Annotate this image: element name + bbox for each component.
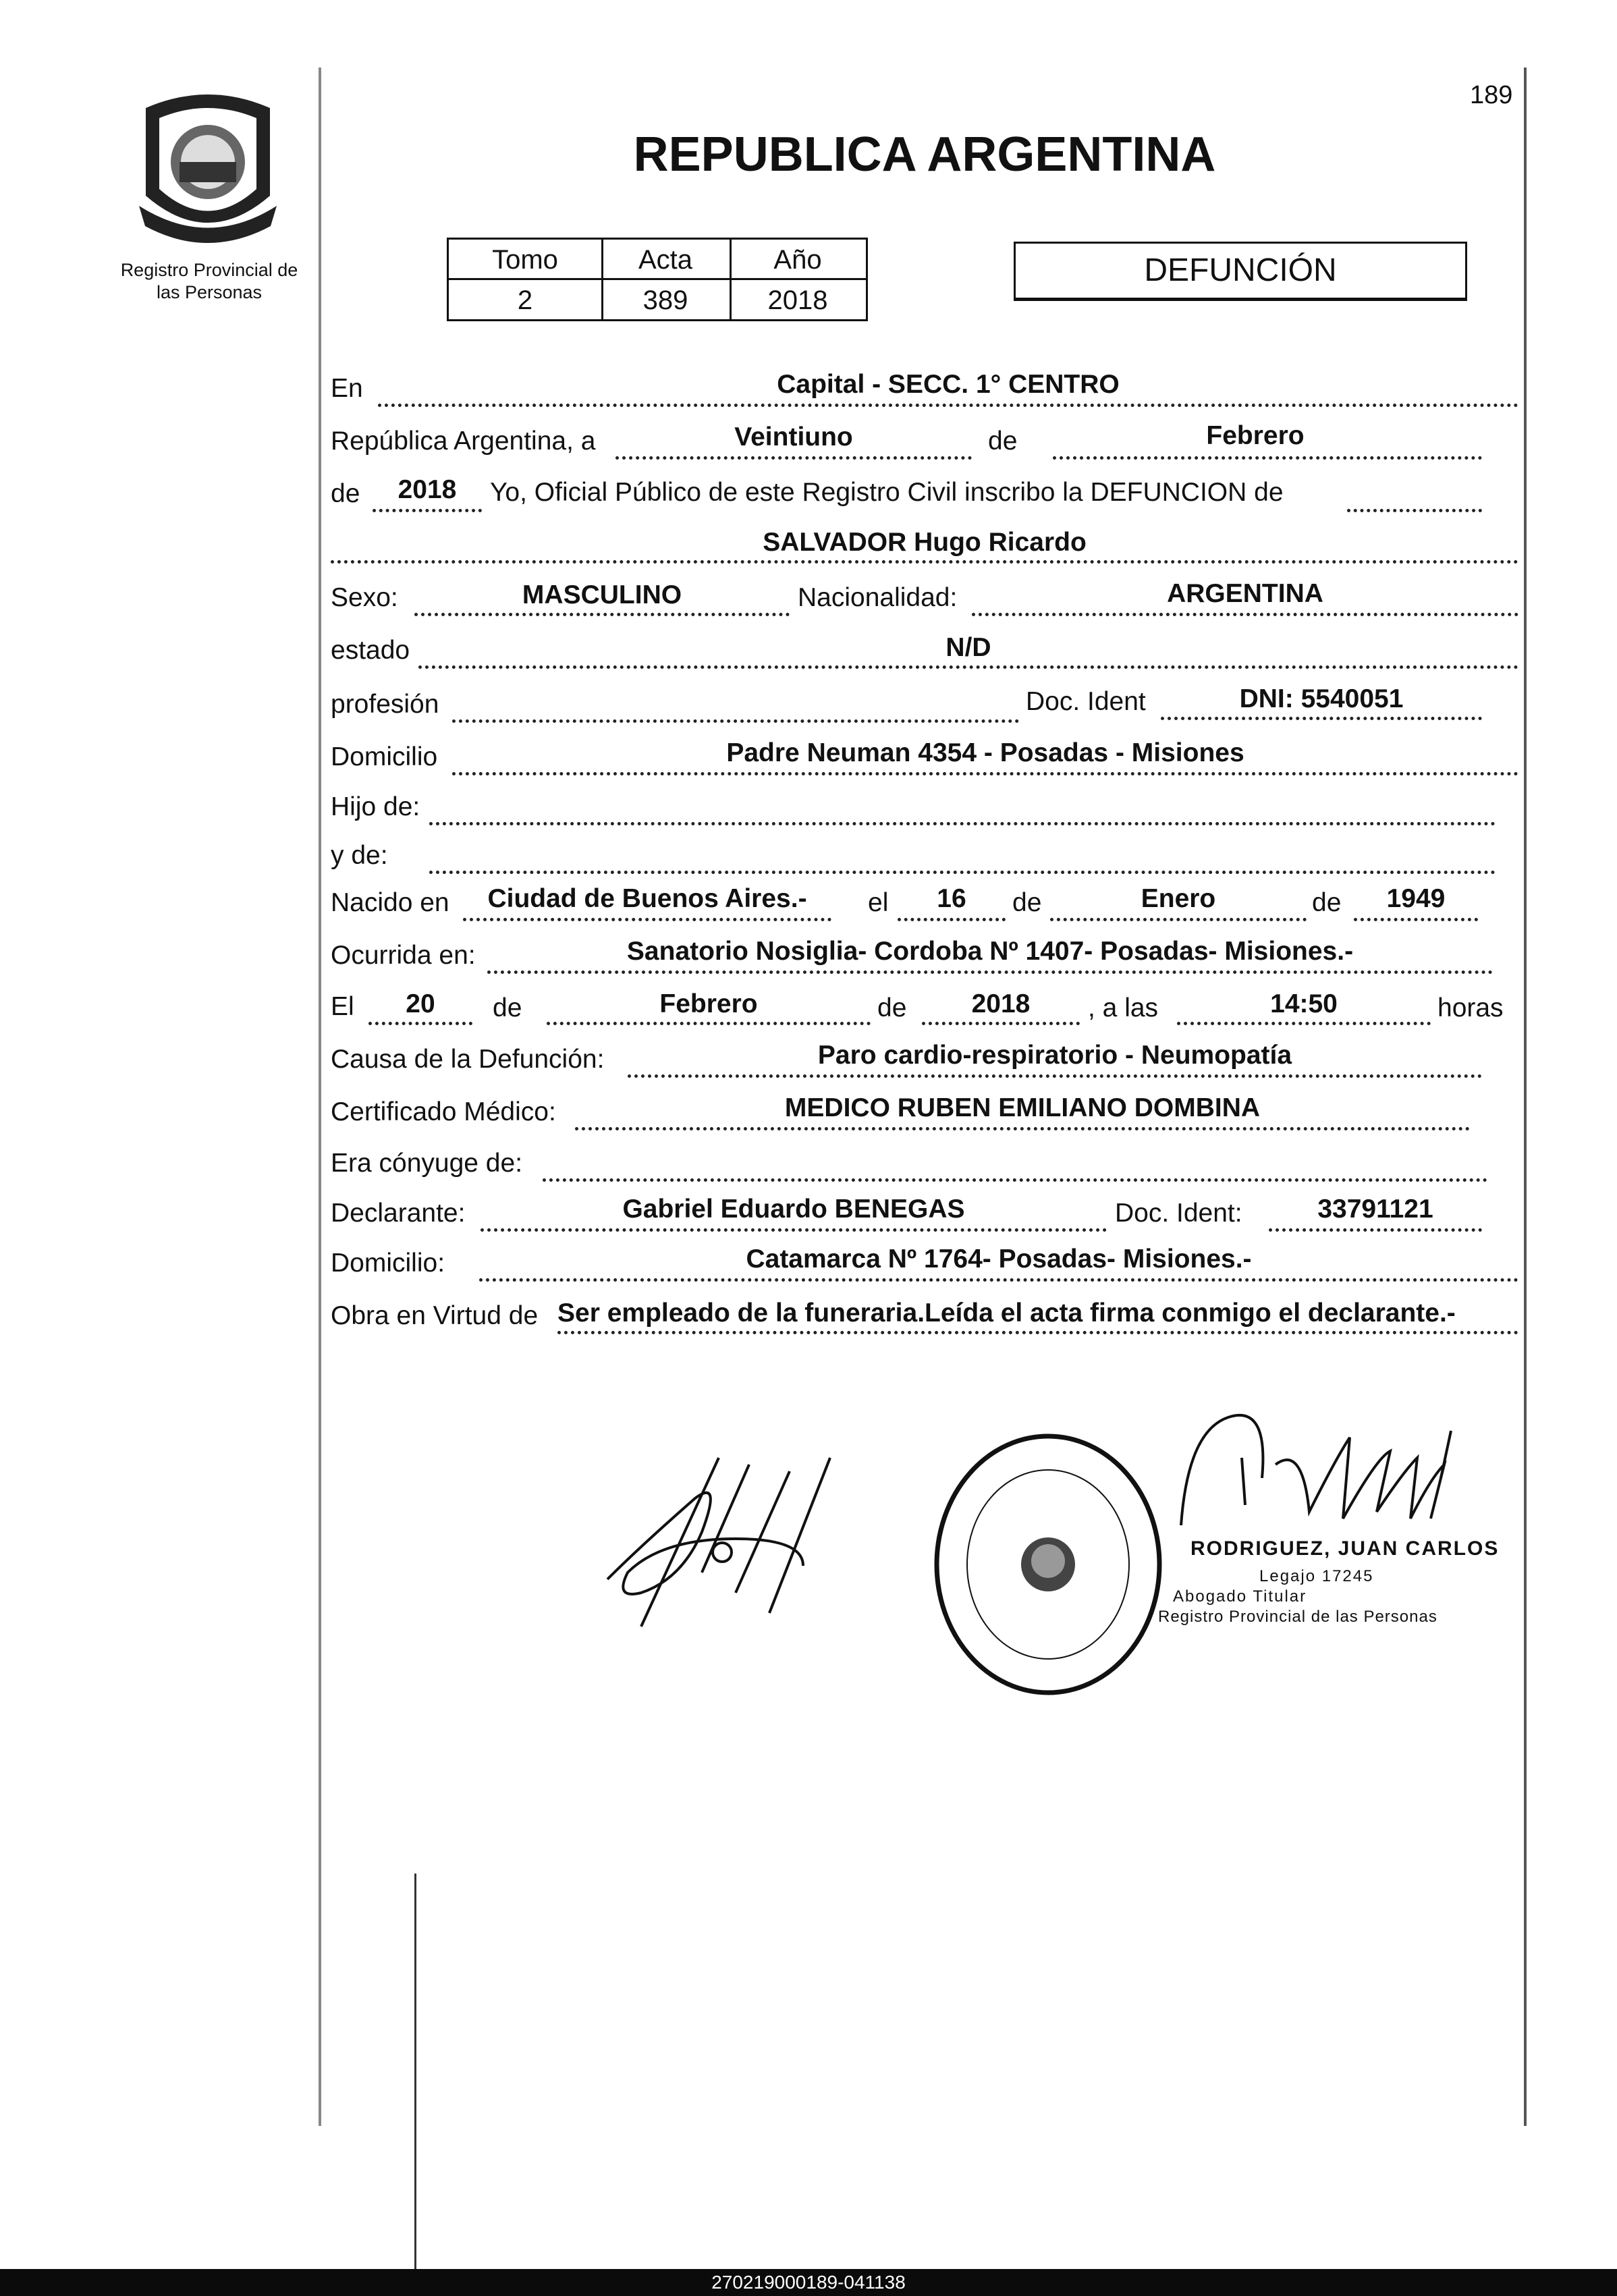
page-title: REPUBLICA ARGENTINA	[633, 128, 1216, 182]
field-lugar: Capital - SECC. 1° CENTRO	[777, 370, 1120, 399]
field-causa: Paro cardio-respiratorio - Neumopatía	[817, 1041, 1292, 1070]
label-de-mes-defuncion: de	[493, 993, 522, 1022]
table-cell: 2	[517, 285, 533, 315]
label-nacido-en: Nacido en	[331, 888, 449, 917]
field-dia-texto: Veintiuno	[734, 422, 853, 452]
emblem-icon	[132, 88, 283, 243]
label-sexo: Sexo:	[331, 583, 398, 612]
page-margin-left	[319, 67, 321, 2126]
official-legajo: Legajo 17245	[1259, 1567, 1374, 1585]
field-lugar-nacimiento: Ciudad de Buenos Aires.-	[487, 884, 807, 913]
label-de: de	[988, 427, 1018, 456]
field-dia-defuncion: 20	[406, 989, 435, 1018]
label-causa: Causa de la Defunción:	[331, 1045, 605, 1074]
label-el: el	[868, 888, 889, 917]
label-certificado: Certificado Médico:	[331, 1097, 556, 1126]
label-y-de: y de:	[331, 841, 388, 870]
table-header: Acta	[638, 245, 693, 275]
page-number: 189	[1470, 81, 1513, 109]
declarant-signature	[601, 1438, 844, 1640]
footer-code: 270219000189-041138	[711, 2272, 906, 2293]
field-sexo: MASCULINO	[522, 580, 682, 609]
doc-type: DEFUNCIÓN	[1144, 252, 1337, 288]
label-nacionalidad: Nacionalidad:	[798, 583, 958, 612]
field-estado: N/D	[945, 633, 991, 662]
label-doc-ident: Doc. Ident	[1026, 687, 1146, 716]
label-en: En	[331, 374, 363, 403]
label-domicilio: Domicilio	[331, 742, 438, 771]
label-statement: Yo, Oficial Público de este Registro Civil inscribo la DEFUNCION de	[490, 478, 1284, 507]
field-documento: DNI: 5540051	[1239, 684, 1404, 713]
table-header: Tomo	[492, 245, 558, 275]
official-name: RODRIGUEZ, JUAN CARLOS	[1190, 1537, 1500, 1560]
field-anio-inscripcion: 2018	[398, 475, 457, 504]
label-de-nacimiento: de	[1012, 888, 1042, 917]
field-obra-virtud: Ser empleado de la funeraria.Leída el acta firma conmigo el declarante.-	[557, 1299, 1456, 1328]
table-cell: 2018	[767, 285, 828, 315]
registry-table	[447, 238, 868, 321]
label-el-cap: El	[331, 992, 354, 1021]
field-mes-nacimiento: Enero	[1141, 884, 1216, 913]
field-dia-nacimiento: 16	[937, 884, 966, 913]
issuer-line-1: Registro Provincial de	[120, 260, 298, 280]
scan-mark	[414, 1874, 416, 2278]
field-anio-defuncion: 2018	[971, 989, 1031, 1018]
field-declarante-domicilio: Catamarca Nº 1764- Posadas- Misiones.-	[746, 1245, 1252, 1274]
label-hijo-de: Hijo de:	[331, 792, 420, 821]
label-obra: Obra en Virtud de	[331, 1301, 539, 1330]
footer-bar	[0, 2269, 1617, 2296]
official-office: Registro Provincial de las Personas	[1158, 1608, 1437, 1626]
field-mes-defuncion: Febrero	[659, 989, 758, 1018]
issuer-line-2: las Personas	[156, 282, 263, 302]
field-nacionalidad: ARGENTINA	[1167, 579, 1323, 608]
field-declarante-doc: 33791121	[1317, 1195, 1433, 1224]
label-a-las: , a las	[1088, 993, 1159, 1022]
label-estado: estado	[331, 636, 410, 665]
table-header: Año	[773, 245, 822, 275]
field-lugar-defuncion: Sanatorio Nosiglia- Cordoba Nº 1407- Posadas- Misiones.-	[626, 937, 1354, 966]
official-role: Abogado Titular	[1173, 1587, 1307, 1606]
doc-type-box	[1014, 242, 1467, 301]
label-horas: horas	[1437, 993, 1504, 1022]
table-cell: 389	[642, 285, 688, 315]
label-conyuge: Era cónyuge de:	[331, 1149, 523, 1178]
field-declarante: Gabriel Eduardo BENEGAS	[622, 1195, 965, 1224]
field-domicilio: Padre Neuman 4354 - Posadas - Misiones	[726, 738, 1244, 767]
label-de-anio-defuncion: de	[877, 993, 907, 1022]
field-anio-nacimiento: 1949	[1386, 884, 1446, 913]
field-mes-inscripcion: Febrero	[1206, 421, 1305, 450]
label-de-prefix: de	[331, 479, 360, 508]
label-declarante: Declarante:	[331, 1199, 466, 1228]
page-margin-right	[1524, 67, 1527, 2126]
official-seal	[930, 1429, 1166, 1699]
field-hora-defuncion: 14:50	[1270, 989, 1338, 1018]
label-doc-ident-declarante: Doc. Ident:	[1115, 1199, 1242, 1228]
label-ocurrida-en: Ocurrida en:	[331, 941, 476, 970]
field-certificado: MEDICO RUBEN EMILIANO DOMBINA	[784, 1093, 1261, 1122]
label-domicilio-declarante: Domicilio:	[331, 1249, 445, 1278]
label-republica: República Argentina, a	[331, 427, 596, 456]
label-profesion: profesión	[331, 690, 439, 719]
field-nombre: SALVADOR Hugo Ricardo	[763, 528, 1087, 557]
label-de-anio-nacimiento: de	[1312, 888, 1342, 917]
